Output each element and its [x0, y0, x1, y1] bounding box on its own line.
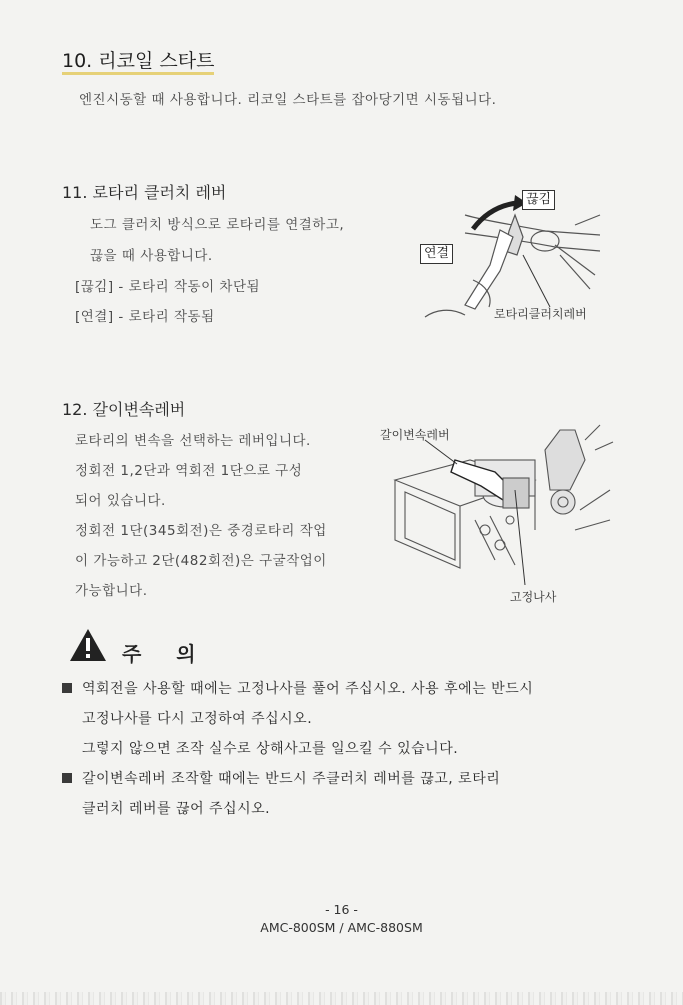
- section-12-line-4: 정회전 1단(345회전)은 중경로타리 작업: [75, 523, 327, 539]
- caution-title: 주 의: [122, 642, 210, 666]
- section-12-line-6: 가능합니다.: [75, 583, 148, 599]
- section-10-desc: 엔진시동할 때 사용합니다. 리코일 스타트를 잡아당기면 시동됩니다.: [79, 92, 497, 108]
- fig-label-rotary-clutch-lever: 로타리클러치레버: [494, 307, 587, 321]
- caution-item-1-line-1: 역회전을 사용할 때에는 고정나사를 풀어 주십시오. 사용 후에는 반드시: [82, 681, 534, 697]
- caution-item-2-line-2: 클러치 레버를 끊어 주십시오.: [82, 801, 271, 817]
- section-11-line-4: [연결] - 로타리 작동됨: [75, 309, 215, 325]
- fig-label-cut: 끊김: [522, 190, 555, 210]
- fig-label-connect: 연결: [420, 244, 453, 264]
- section-12-line-5: 이 가능하고 2단(482회전)은 구굴작업이: [75, 553, 327, 569]
- bullet-square-icon: [62, 683, 72, 693]
- fig-label-fixing-screw: 고정나사: [510, 590, 557, 604]
- tilling-gear-lever-figure: [385, 420, 615, 590]
- section-11-line-3: [끊김] - 로타리 작동이 차단됨: [75, 279, 261, 295]
- section-12-title: 12. 갈이변속레버: [62, 400, 186, 419]
- caution-item-1-line-3: 그렇지 않으면 조작 실수로 상해사고를 일으킬 수 있습니다.: [82, 741, 459, 757]
- page-number: - 16 -: [325, 902, 358, 917]
- warning-icon: [68, 627, 108, 663]
- section-10-title-text: 10. 리코일 스타트: [62, 50, 214, 75]
- section-11-line-2: 끊을 때 사용합니다.: [90, 248, 213, 264]
- section-10-title: [62, 46, 214, 73]
- fig-label-tilling-gear-lever: 갈이변속레버: [380, 428, 450, 442]
- caution-item-1-line-2: 고정나사를 다시 고정하여 주십시오.: [82, 711, 313, 727]
- model-name: AMC-800SM / AMC-880SM: [260, 920, 423, 935]
- section-11-line-1: 도그 클러치 방식으로 로타리를 연결하고,: [90, 217, 345, 233]
- caution-item-2-line-1: 갈이변속레버 조작할 때에는 반드시 주클러치 레버를 끊고, 로타리: [82, 771, 501, 787]
- scan-edge-artifact: [0, 992, 683, 1005]
- section-11-title: 11. 로타리 클러치 레버: [62, 183, 227, 202]
- section-12-line-1: 로타리의 변속을 선택하는 레버입니다.: [75, 433, 311, 449]
- section-12-line-2: 정회전 1,2단과 역회전 1단으로 구성: [75, 463, 303, 479]
- bullet-square-icon: [62, 773, 72, 783]
- section-12-line-3: 되어 있습니다.: [75, 493, 166, 509]
